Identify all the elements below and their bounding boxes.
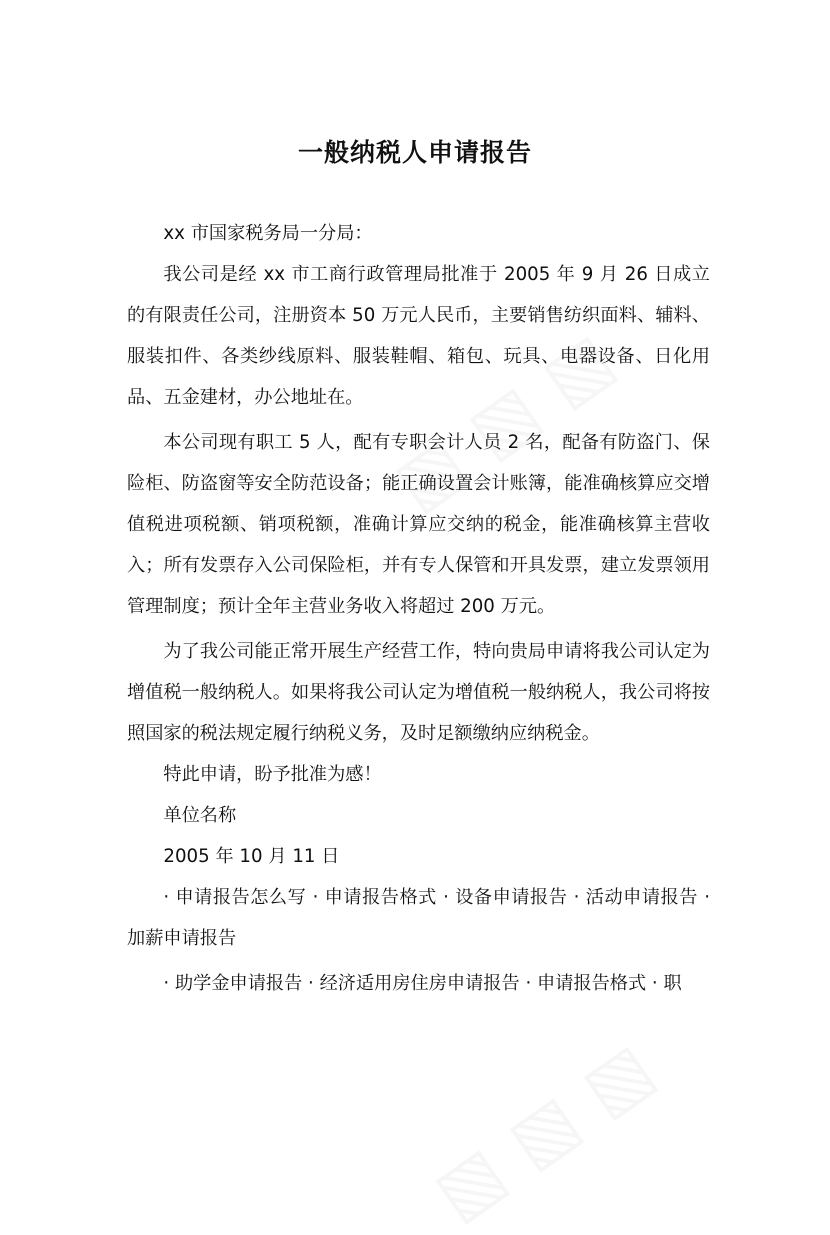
body-paragraph: 我公司是经 xx 市工商行政管理局批准于 2005 年 9 月 26 日成立的有限责任公司，注册资本 50 万元人民币，主要销售纺织面料、辅料、服装扣件、各类纱线原料、服装鞋帽、箱包、玩具、电器设备、日化用品、五金建材，办公地址在。: [127, 264, 710, 408]
related-links: · 助学金申请报告 · 经济适用房住房申请报告 · 申请报告格式 · 职: [163, 973, 682, 994]
related-links: · 申请报告怎么写 · 申请报告格式 · 设备申请报告 · 活动申请报告 · 加薪申请报告: [127, 887, 710, 949]
closing-line: 特此申请，盼予批准为感！: [163, 764, 382, 785]
date-line: 2005 年 10 月 11 日: [163, 846, 340, 867]
organization-name: 单位名称: [163, 805, 237, 826]
watermark: [419, 1027, 668, 1235]
document-title: 一般纳税人申请报告: [297, 137, 532, 167]
body-paragraph: 为了我公司能正常开展生产经营工作，特向贵局申请将我公司认定为增值税一般纳税人。如果将我公司认定为增值税一般纳税人，我公司将按照国家的税法规定履行纳税义务，及时足额缴纳应纳税金。: [127, 641, 710, 744]
salutation: xx 市国家税务局一分局：: [163, 223, 373, 244]
body-paragraph: 本公司现有职工 5 人，配有专职会计人员 2 名，配备有防盗门、保险柜、防盗窗等安全防范设备；能正确设置会计账簿，能准确核算应交增值税进项税额、销项税额，准确计算应交纳的税金，能准确核算主营收入；所有发票存入公司保险柜，并有专人保管和开具发票，建立发票领用管理制度；预计全年主营业务收入将超过 200 万元。: [127, 432, 710, 617]
document-body: [127, 213, 710, 1004]
